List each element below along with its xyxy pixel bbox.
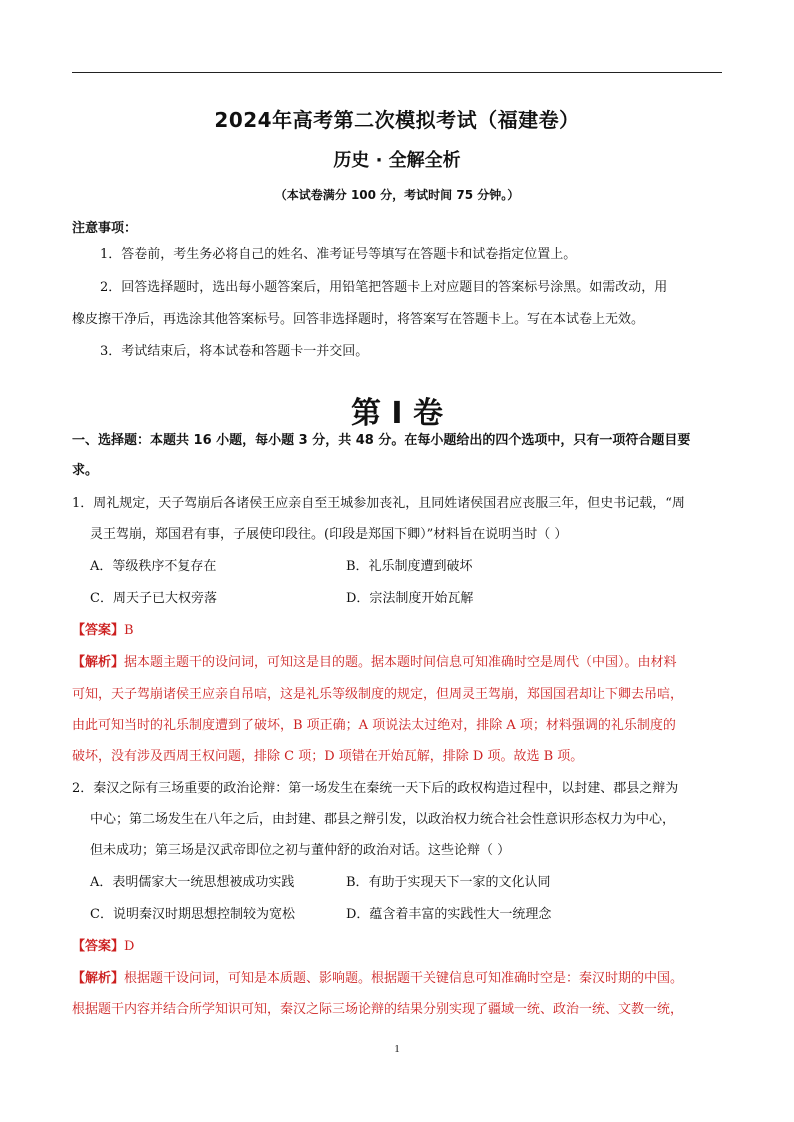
q2-stem-line-1: 2．秦汉之际有三场重要的政治论辩：第一场发生在秦统一天下后的政权构造过程中，以封建、郡县之辩为 bbox=[72, 781, 679, 796]
q2-option-a: A．表明儒家大一统思想被成功实践 bbox=[90, 875, 295, 890]
q1-option-c: C．周天子已大权旁落 bbox=[90, 591, 217, 606]
q2-answer-value: D bbox=[124, 939, 135, 954]
q1-analysis-line-1 bbox=[72, 654, 677, 672]
q2-stem-line-2: 中心；第二场发生在八年之后，由封建、郡县之辩引发，以政治权力统合社会性意识形态权力为中心， bbox=[90, 812, 676, 827]
q2-analysis-tag: 【解析】 bbox=[72, 971, 125, 986]
q1-answer-tag: 【答案】 bbox=[72, 623, 125, 638]
notice-item-1: 1．答卷前，考生务必将自己的姓名、准考证号等填写在答题卡和试卷指定位置上。 bbox=[100, 247, 577, 262]
notice-item-3: 3．考试结束后，将本试卷和答题卡一并交回。 bbox=[100, 344, 369, 359]
q2-option-d: D．蕴含着丰富的实践性大一统理念 bbox=[346, 907, 552, 922]
notice-title: 注意事项： bbox=[72, 221, 138, 236]
q2-option-b: B．有助于实现天下一家的文化认同 bbox=[346, 875, 551, 890]
q1-answer-value: B bbox=[124, 623, 134, 638]
section-title: 第 I 卷 bbox=[350, 396, 444, 431]
q1-analysis-text-1: 据本题主题干的设问词，可知这是目的题。据本题时间信息可知准确时空是周代（中国）。由材料 bbox=[124, 655, 677, 670]
header-rule bbox=[72, 72, 722, 73]
q2-answer-tag: 【答案】 bbox=[72, 939, 125, 954]
q1-stem-line-2: 灵王驾崩，郑国君有事，子展使印段往。(印段是郑国下卿）”材料旨在说明当时（ ） bbox=[90, 527, 568, 542]
q2-option-c: C．说明秦汉时期思想控制较为宽松 bbox=[90, 907, 295, 922]
q1-answer bbox=[72, 622, 134, 640]
exam-info: （本试卷满分 100 分，考试时间 75 分钟。） bbox=[274, 188, 520, 202]
q1-stem-line-1: 1．周礼规定，天子驾崩后各诸侯王应亲自至王城参加丧礼，且同姓诸侯国君应丧服三年，但史书记载，“周 bbox=[72, 496, 685, 511]
q1-analysis-tag: 【解析】 bbox=[72, 655, 125, 670]
q1-option-d: D．宗法制度开始瓦解 bbox=[346, 591, 474, 606]
q1-option-a: A．等级秩序不复存在 bbox=[90, 559, 217, 574]
section-instruction-line-1: 一、选择题：本题共 16 小题，每小题 3 分，共 48 分。在每小题给出的四个选项中，只有一项符合题目要 bbox=[72, 433, 691, 448]
q1-analysis-line-4: 破坏，没有涉及西周王权问题，排除 C 项；D 项错在开始瓦解，排除 D 项。故选 B 项。 bbox=[72, 749, 584, 764]
exam-title: 2024年高考第二次模拟考试（福建卷） bbox=[214, 108, 580, 132]
exam-subtitle: 历史 · 全解全析 bbox=[333, 150, 461, 171]
q1-option-b: B．礼乐制度遭到破坏 bbox=[346, 559, 473, 574]
q1-analysis-line-3: 由此可知当时的礼乐制度遭到了破坏，B 项正确；A 项说法太过绝对，排除 A 项；材料强调的礼乐制度的 bbox=[72, 718, 676, 733]
page-number: 1 bbox=[394, 1043, 400, 1055]
q2-analysis-line-1 bbox=[72, 970, 683, 988]
q2-analysis-text-1: 根据题干设问词，可知是本质题、影响题。根据题干关键信息可知准确时空是：秦汉时期的中国。 bbox=[124, 971, 684, 986]
q1-analysis-line-2: 可知，天子驾崩诸侯王应亲自吊唁，这是礼乐等级制度的规定，但周灵王驾崩，郑国国君却让下卿去吊唁， bbox=[72, 687, 684, 702]
notice-item-2-line-2: 橡皮擦干净后，再选涂其他答案标号。回答非选择题时，将答案写在答题卡上。写在本试卷上无效。 bbox=[72, 312, 645, 327]
notice-item-2-line-1: 2．回答选择题时，选出每小题答案后，用铅笔把答题卡上对应题目的答案标号涂黑。如需改动，用 bbox=[100, 280, 668, 295]
q2-analysis-line-2: 根据题干内容并结合所学知识可知，秦汉之际三场论辩的结果分别实现了疆域一统、政治一统、文教一统， bbox=[72, 1002, 684, 1017]
q2-stem-line-3: 但未成功；第三场是汉武帝即位之初与董仲舒的政治对话。这些论辩（ ） bbox=[90, 843, 511, 858]
section-instruction-line-2: 求。 bbox=[72, 463, 99, 478]
q2-answer bbox=[72, 938, 134, 956]
